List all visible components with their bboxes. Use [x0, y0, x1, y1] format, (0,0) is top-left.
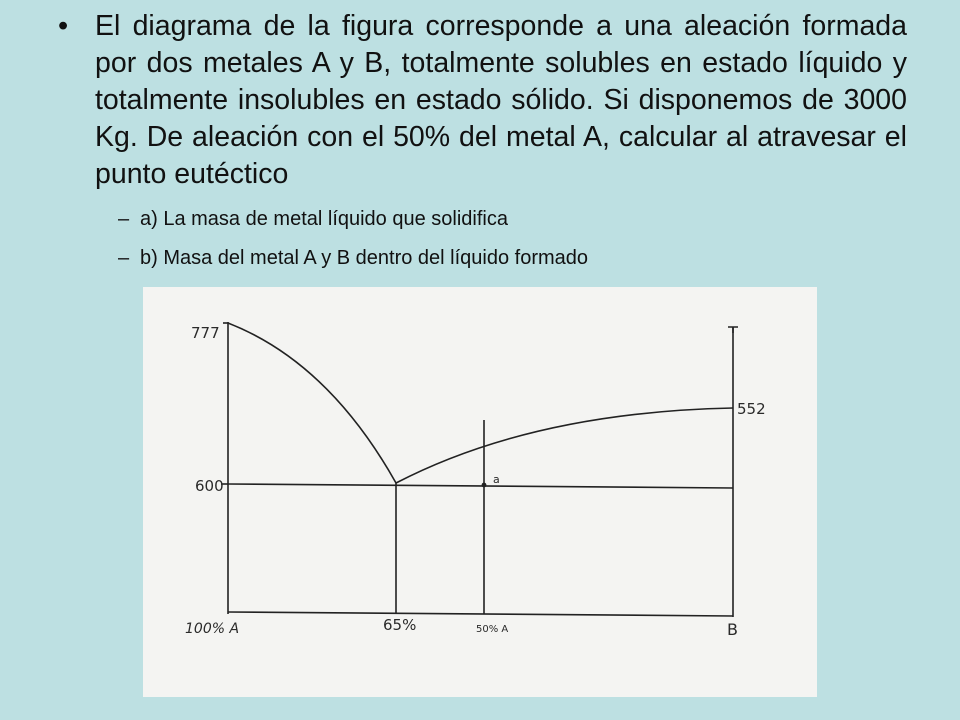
eutectic-line	[228, 484, 733, 488]
sub-item-text: a) La masa de metal líquido que solidifica	[140, 208, 508, 230]
liquidus-b	[396, 408, 733, 483]
label-point-a: a	[493, 473, 500, 486]
phase-diagram-figure	[143, 287, 817, 697]
sub-item-dash: –	[118, 208, 130, 230]
alloy-point	[482, 483, 487, 488]
sub-item-b	[118, 245, 588, 271]
phase-diagram	[143, 287, 817, 697]
liquidus-a	[228, 323, 396, 483]
label-600: 600	[195, 477, 224, 495]
label-50-a: 50% A	[476, 624, 509, 635]
bottom-axis	[228, 612, 733, 616]
label-65: 65%	[383, 616, 417, 634]
label-552: 552	[737, 400, 766, 418]
main-bullet: •	[58, 10, 69, 42]
sub-item-a	[118, 206, 508, 232]
problem-statement: El diagrama de la figura corresponde a una aleación formada por dos metales A y B, totalmente solubles en estado líquido y totalmente insolubles en estado sólido. Si disponemos de 3000 Kg. De aleación con el 50% del metal A, calcular al atravesar el punto eutéctico	[95, 10, 907, 190]
right-axis-arrow	[728, 327, 738, 333]
label-b: B	[727, 620, 738, 639]
sub-item-text: b) Masa del metal A y B dentro del líquido formado	[140, 247, 589, 269]
label-777: 777	[191, 324, 220, 342]
sub-item-dash: –	[118, 247, 130, 269]
label-100-a: 100% A	[185, 621, 240, 637]
